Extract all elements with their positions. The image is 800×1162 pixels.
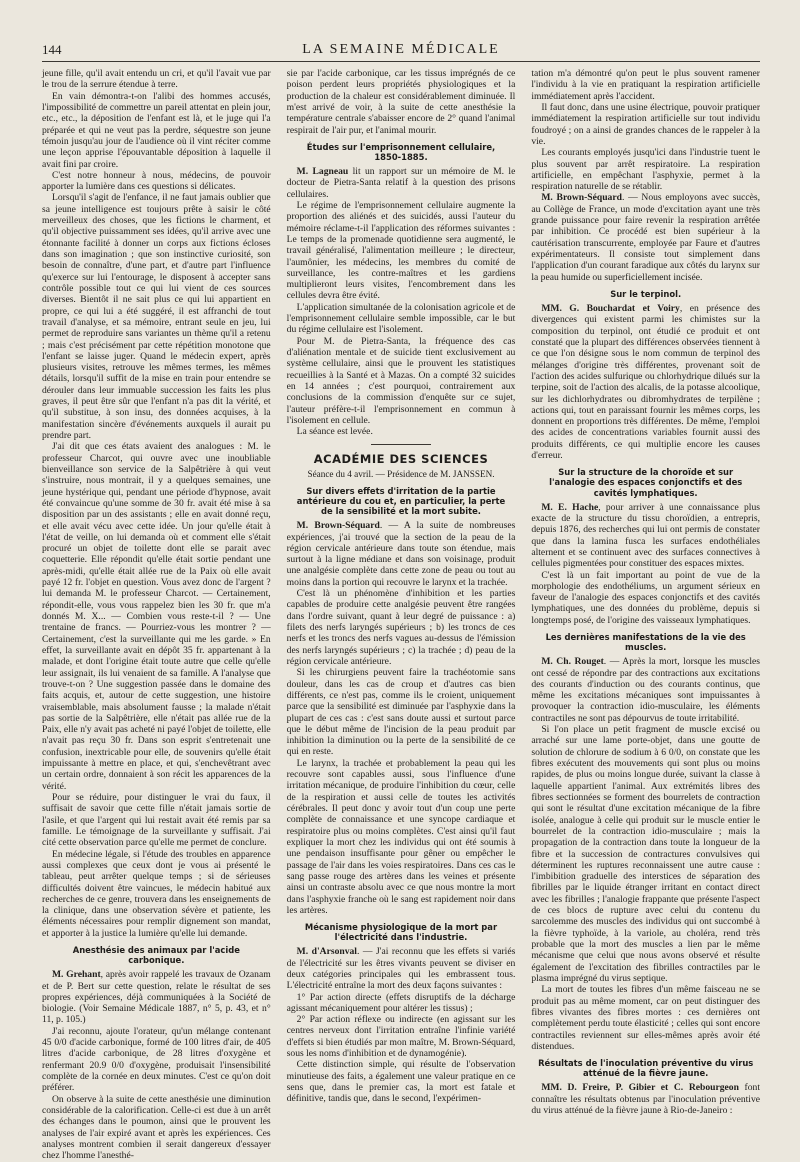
article-heading: Anesthésie des animaux par l'acide carbonique. <box>72 945 240 966</box>
paragraph-text: , en présence des divergences qui existent parmi les chimistes sur la composition du terpinol, ont étudié ce produit et ont constaté que la plupart des différences observées tiennent à ce que l'on désigne sous le nom commun de terpinol des mélanges d'origine très différentes, provenant soit de l'action des acides sulfurique ou chlorhydrique dilués sur la terpine, soit de l'action des alcalis, de la potasse alcoolique, sur les dichlorhydrates ou dibromhydrates de terpilène ; actions qui, tout en paraissant fournir les mêmes corps, les donnent en proportions très différentes. De même, l'emploi des acides de concentrations variables fournit aussi des produits différents, ce qui multiplie encore les causes d'erreur. <box>531 303 761 462</box>
speaker-name: MM. D. Freire, P. Gibier et C. Rebourgeon <box>541 1082 739 1094</box>
paragraph: Pour M. de Pietra-Santa, la fréquence des cas d'aliénation mentale et de suicide tient exclusivement au système cellulaire, ainsi que le prouvent les statistiques recueillies à la Santé et à Mazas. On a compté 32 suicides en 14 années ; c'est pourquoi, contrairement aux conclusions de la commission d'enquête sur ce sujet, l'auteur préfère-t-il l'emprisonnement en commun à l'isolement en cellule. <box>286 335 516 426</box>
section-title: ACADÉMIE DES SCIENCES <box>313 451 489 466</box>
paragraph-text: . — Après la mort, lorsque les muscles ont cessé de répondre par des contractions aux excitations des courants d'induction ou des courants continus, que même les excitations mécaniques sont impuissantes à provoquer la contraction idio-musculaire, les éléments contractiles ne sont pas dépourvus de toute irritabilité. <box>531 656 761 724</box>
page-number: 144 <box>42 42 62 57</box>
paragraph: Il faut donc, dans une usine électrique, pouvoir pratiquer immédiatement la respiration artificielle sur tout individu foudroyé ; on a ainsi de grandes chances de le rappeler à la vie. <box>531 101 761 147</box>
paragraph-text: . — J'ai reconnu que les effets si variés de l'électricité sur les êtres vivants peuvent se diviser en deux catégories principales qui les embrassent tous. L'électricité entraîne la mort des deux façons suivantes : <box>286 946 516 992</box>
column-2 <box>287 68 516 1118</box>
article-heading: Sur la structure de la choroïde et sur l'analogie des espaces conjonctifs et des cavités lymphatiques. <box>549 467 743 498</box>
paragraph: jeune fille, qu'il avait entendu un cri, et qu'il l'avait vue par le trou de la serrure étendue à terre. <box>42 68 271 91</box>
paragraph: Les courants employés jusqu'ici dans l'industrie tuent le plus souvent par arrêt respiratoire. La respiration artificielle, en empêchant l'asphyxie, permet à la respiration naturelle de se rétablir. <box>531 147 761 193</box>
paragraph <box>531 303 760 461</box>
speaker-name: M. d'Arsonval <box>296 946 357 958</box>
paragraph: On observe à la suite de cette anesthésie une diminution considérable de la calorification. Celle-ci est due à un arrêt des échanges dans le poumon, ainsi que le prouvent les analyses de l'air expiré avant et après les expériences. Ces analyses montrent combien il serait dangereux d'essayer chez l'homme l'anesthé- <box>42 1093 271 1162</box>
three-columns <box>42 68 761 1162</box>
paragraph: En médecine légale, si l'étude des troubles en apparence aussi complexes que ceux dont je vous ai présenté le tableau, peut arrêter quelque temps ; si de sérieuses difficultés doivent être vaincues, le médecin habitué aux recherches de ce genre, trouvera dans les enseignements de la clinique, dans une observation sévère et patiente, les éléments nécessaires pour remplir dignement son mandat, et apporter à la justice la lumière qu'elle lui demande. <box>42 848 271 939</box>
paragraph <box>42 969 271 1026</box>
paragraph-text: . — A la suite de nombreuses expériences, j'ai trouvé que la section de la peau de la région cervicale antérieure dans toute son étendue, mais surtout à la ligne médiane et dans son voisinage, produit une analgésie complète dans cette zone de peau ou tout au moins dans la portion qui recouvre le larynx et la trachée. <box>286 520 516 588</box>
paragraph-text: font connaître les résultats obtenus par l'inoculation préventive du virus atténué de la fièvre jaune à Rio-de-Janeiro : <box>531 1082 761 1116</box>
speaker-name: M. Brown-Séquard <box>541 192 622 204</box>
paragraph: Pour se réduire, pour distinguer le vrai du faux, il suffisait de savoir que cette fille n'était jamais sortie de l'asile, et que l'argent qui lui restait avait été remis par sa famille. Le témoignage de la surveillante y suffisait. J'ai cité cette observation parce qu'elle me permet de conclure. <box>42 792 271 849</box>
article-heading: Sur divers effets d'irritation de la partie antérieure du cou et, en particulier, la perte de la sensibilité et la mort subite. <box>296 485 506 517</box>
paragraph: Si l'on place un petit fragment de muscle excisé ou arraché sur une lame porte-objet, dans une goutte de solution de chlorure de sodium à 6 0/0, on constate que les fibres exécutent des mouvements qui sont plus ou moins rapides, de plus ou moins longue durée, suivant la classe à laquelle appartient l'animal. Aux extrémités libres des fibres sectionnées se forment des bourrelets de contraction qui sont le résultat d'une excitation mécanique de la fibre isolée, analogue à celle qui produit sur le muscle entier le bourrelet de la contraction idio-musculaire ; mais la propagation de la contraction dans toute la longueur de la fibre et la succession de contractures convulsives qui déterminent les ruptures reconnaissent une autre cause : l'imbibition graduelle des interstices de séparation des fibrilles par le liquide étranger irritant en contact direct avec les fibrilles ; l'analogie frappante que présente l'aspect de ces blocs de rupture avec celui du contenu du sarcolemme des muscles des individus qui ont succombé à la fièvre typhoïde, à la variole, au choléra, rend très probable que la mort des muscles a lien par le même mécanisme que celui que nous avons observé et résulte également de l'excitation des fibrilles contractiles par le plasma imprégné du virus septique. <box>531 724 761 984</box>
paragraph: C'est là un phénomène d'inhibition et les parties capables de produire cette analgésie peuvent être rangées dans l'ordre suivant, quant à leur degré de puissance : a) filets des nerfs laryngés supérieurs ; b) les troncs de ces nerfs et les troncs des nerfs vagues au-dessus de l'émission des nerfs laryngés supérieurs ; c) la trachée ; d) peau de la région cervicale antérieure. <box>286 588 516 667</box>
paragraph: Si les chirurgiens peuvent faire la trachéotomie sans douleur, dans les cas de croup et d'autres cas bien différents, ce n'est pas, comme ils le croient, uniquement parce que la sensibilité est diminuée par l'asphyxie dans la plupart de ces cas : c'est sans doute aussi et surtout parce que le début même de l'incision de la peau produit par inhibition la diminution ou la perte de la sensibilité de ce qui en reste. <box>286 667 516 758</box>
paragraph: Le régime de l'emprisonnement cellulaire augmente la proportion des aliénés et des suicidés, aussi l'auteur du mémoire réclame-t-il l'application des réformes suivantes : Le temps de la promenade quotidienne sera augmenté, le travail généralisé, l'alimentation meilleure ; le directeur, l'aumônier, les médecins, les membres du comité de surveillance, les contre-maîtres et les gardiens multiplieront leurs visites, l'encombrement dans les cellules devra être évité. <box>286 199 516 302</box>
speaker-name: M. Lagneau <box>296 166 349 178</box>
article-heading: Résultats de l'inoculation préventive du virus atténué de la fièvre jaune. <box>538 1058 754 1079</box>
paragraph: C'est notre honneur à nous, médecins, de pouvoir apporter la lumière dans ces questions si délicates. <box>42 169 271 193</box>
journal-title: LA SEMAINE MÉDICALE <box>302 42 500 57</box>
paragraph <box>531 1082 760 1116</box>
speaker-name: M. Brown-Séquard <box>296 520 380 532</box>
paragraph: 1° Par action directe (effets disruptifs de la décharge agissant mécaniquement pour altérer les tissus) ; <box>286 991 516 1014</box>
article-heading: Les dernières manifestations de la vie des muscles. <box>545 632 746 653</box>
paragraph: Lorsqu'il s'agit de l'enfance, il ne faut jamais oublier que sa jeune intelligence est toujours prête à saisir le côté merveilleux des choses, que les fictions le charment, et qu'il objective puissamment ses idées, qu'il arrive avec une étonnante facilité à donner un corps aux fictions écloses dans son imagination ; que son instinctive curiosité, son besoin de connaître, d'une part, et d'autre part l'influence qu'exerce sur lui l'entourage, le disposent à accepter sans contrôle possible tout ce qui lui vient de ces sources diverses. Bientôt il ne sait plus ce qui lui appartient en propre, ce qui lui a été suggéré, il est affranchi de tout travail d'analyse, et sa mémoire, entrant seule en jeu, lui permet de reproduire sans variantes un thème qu'il a retenu ; mais c'est précisément par cette répétition monotone que l'enfant se laisse juger. Quand le médecin expert, après plusieurs visites, retrouve les mêmes termes, les mêmes détails, lorsqu'il suffit de la mise en train pour entendre se dérouler dans leur immuable succession les faits les plus graves, il peut être sûr que l'enfant n'a pas dit la vérité, et qu'il substitue, à son insu, des données acquises, à la manifestation sincère d'événements auxquels il aurait pu prendre part. <box>42 192 271 441</box>
column-3 <box>531 68 760 1118</box>
paragraph-text: lit un rapport sur un mémoire de M. le docteur de Pietra-Santa relatif à la question des prisons cellulaires. <box>286 166 516 200</box>
paragraph-text: , après avoir rappelé les travaux de Ozanam et de P. Bert sur cette question, relate le résultat de ses propres expériences, déjà communiquées à la Société de biologie. (Voir Semaine Médicale 1887, n° 5, p. 43, et n° 11, p. 105.) <box>42 969 271 1026</box>
paragraph: En vain démontra-t-on l'alibi des hommes accusés, l'impossibilité de commettre un pareil attentat en plein jour, etc., etc., la déposition de l'enfant est là, et le juge qui l'a préparée et qui ne veut pas la perdre, séquestre son jeune témoin jusqu'au jour de l'audience où il vint réciter comme une leçon apprise l'épouvantable déposition à laquelle il avait fini par croire. <box>42 90 271 170</box>
paragraph: La séance est levée. <box>296 426 373 438</box>
paragraph: J'ai reconnu, ajoute l'orateur, qu'un mélange contenant 45 0/0 d'acide carbonique, formé de 100 litres d'air, de 405 litres d'acide carbonique, de 28 litres d'oxygène et renfermant 20.9 0/0 d'oxygène, produisait l'insensibilité complète de la cornée en deux minutes. C'est ce qu'on doit préférer. <box>42 1025 271 1094</box>
paragraph: Cette distinction simple, qui résulte de l'observation minutieuse des faits, a également une valeur pratique en ce sens que, dans le premier cas, la mort est fatale et définitive, tandis que, dans le second, l'expérimen- <box>286 1059 516 1105</box>
article-heading: Études sur l'emprisonnement cellulaire, 1850-1885. <box>306 141 496 162</box>
paragraph <box>287 166 516 200</box>
paragraph <box>287 520 516 588</box>
session-line: Séance du 4 avril. — Présidence de M. JANSSEN. <box>307 469 495 480</box>
paragraph: C'est là un fait important au point de vue de la morphologie des endothéliums, un argument sérieux en faveur de l'analogie des espaces conjonctifs et des cavités lymphatiques, une des données du problème, depuis si longtemps posé, de l'origine des vaisseaux lymphatiques. <box>531 569 761 626</box>
paragraph: Le larynx, la trachée et probablement la peau qui les recouvre sont capables aussi, sous l'influence d'une irritation mécanique, de produire l'inhibition du cœur, celle de la respiration et aussi celle de toutes les activités cérébrales. Il peut donc y avoir tout d'un coup une perte complète de connaissance et une syncope cardiaque et respiratoire plus ou moins complètes. C'est ainsi qu'il faut expliquer la mort chez les individus qui ont été soumis à une pendaison insuffisante pour gêner ou empêcher le passage de l'air dans les voies respiratoires. Dans ces cas le sang passe rouge des artères dans les veines et présente ainsi un contraste absolu avec ce que nous montre la mort dans l'asphyxie franche où le sang est rapidement noir dans les artères. <box>286 757 516 916</box>
speaker-name: M. E. Hache <box>541 501 599 513</box>
paragraph: tation m'a démontré qu'on peut le plus souvent ramener l'individu à la vie en pratiquant la respiration artificielle immédiatement après l'accident. <box>531 68 761 102</box>
speaker-name: M. Grehant <box>52 969 101 981</box>
article-heading: Mécanisme physiologique de la mort par l'électricité dans l'industrie. <box>304 922 498 943</box>
paragraph <box>531 192 760 283</box>
paragraph: 2° Par action réflexe ou indirecte (en agissant sur les centres nerveux dont l'irritation entraîne l'infinie variété d'effets si bien étudiés par mon maître, M. Brown-Séquard, sous les noms d'inhibition et de dynamogénie). <box>286 1014 516 1060</box>
speaker-name: MM. G. Bouchardat et Voiry <box>541 303 680 315</box>
paragraph-text: , pour arriver à une connaissance plus exacte de la structure du tissu choroïdien, a entrepris, depuis 1876, des recherches qui lui ont permis de constater que dans la lamina fusca les surfaces endothéliales alternent et se continuent avec des surfaces connectives à cellules pigmentées pour constituer des espaces mixtes. <box>531 501 761 570</box>
column-1 <box>42 68 271 1162</box>
paragraph <box>531 502 760 570</box>
running-header <box>42 36 760 62</box>
speaker-name: M. Ch. Rouget <box>541 656 604 668</box>
paragraph-text: . — Nous employons avec succès, au Collège de France, un mode d'excitation ayant une très grande puissance pour faire revenir la respiration arrêtée par inhibition. Ce procédé est bien supérieur à la cautérisation transcurrente, employée par Faure et d'autres expérimentateurs. Il consiste tout simplement dans l'application d'un courant faradique aux côtés du larynx sur la peau humide ou superficiellement incisée. <box>531 192 761 283</box>
paragraph: sie par l'acide carbonique, car les tissus imprégnés de ce poison perdent leurs propriétés physiologiques et la production de la chaleur est considérablement diminuée. Il m'est arrivé de voir, à la suite de cette anesthésie la température centrale s'abaisser encore de 2° quand l'animal respirait de l'air pur, et l'animal mourir. <box>286 68 516 136</box>
paragraph <box>531 656 760 724</box>
article-heading: Sur le terpinol. <box>610 288 682 299</box>
paragraph: La mort de toutes les fibres d'un même faisceau ne se produit pas au même moment, car on peut distinguer des fibres vivantes des fibres mortes : ces dernières ont complètement perdu toute élasticité ; celles qui sont encore contractiles reviennent sur elles-mêmes après avoir été distendues. <box>531 984 761 1052</box>
divider <box>371 444 431 445</box>
paragraph: L'application simultanée de la colonisation agricole et de l'emprisonnement cellulaire semble impossible, car le but du régime cellulaire est l'isolement. <box>286 301 516 336</box>
paragraph: J'ai dit que ces états avaient des analogues : M. le professeur Charcot, qui ouvre avec une inoubliable bienveillance son service de la Salpêtrière à qui veut s'instruire, nous montrait, il y a quelques semaines, une jeune hystérique qui, pendant une période d'hypnose, avait été convaincue qu'une somme de 30 fr. avait été mise à sa disposition par un des assistants ; elle en avait donné reçu, et elle avait vécu avec cette idée. Un jour qu'elle était à l'état de veille, on lui demanda où et comment elle s'était procuré un objet de toilette dont elle se parait avec coquetterie. Elle répondit qu'elle était sortie pendant une après-midi, qu'elle était allée rue de la Paix où elle avait payé 12 fr. l'objet en question. Vous avez donc de l'argent ? lui demanda M. le professeur Charcot. — Certainement, répondit-elle, vous vous rappelez bien les 30 fr. que m'a donnés M. X... — Combien vous reste-t-il ? — Une trentaine de francs. — Pourriez-vous les montrer ? — Certainement, c'est la surveillante qui me les garde. » En effet, la surveillante avait en dépôt 35 fr. appartenant à la malade, et dont l'origine était toute autre que celle qu'elle leur assignait, ils lui venaient de sa famille. A l'analyse que trouve-t-on ? Une suggestion passée dans le domaine des faits acquis, et, autour de cette suggestion, une histoire vraisemblable, mais absolument fausse ; la malade n'était pas sortie de la Salpêtrière, elle n'était pas allée rue de la Paix, elle n'y avait pas acheté ni payé l'objet de toilette, elle n'avait pas reçu 30 fr. Dans son esprit s'entretenait une confusion, inextricable pour elle, de souvenirs qu'elle était impuissante à mettre en place, et qui, s'enchevêtrant avec un certain ordre, donnaient à son récit les apparences de la vérité. <box>42 441 271 792</box>
paragraph <box>287 946 516 991</box>
